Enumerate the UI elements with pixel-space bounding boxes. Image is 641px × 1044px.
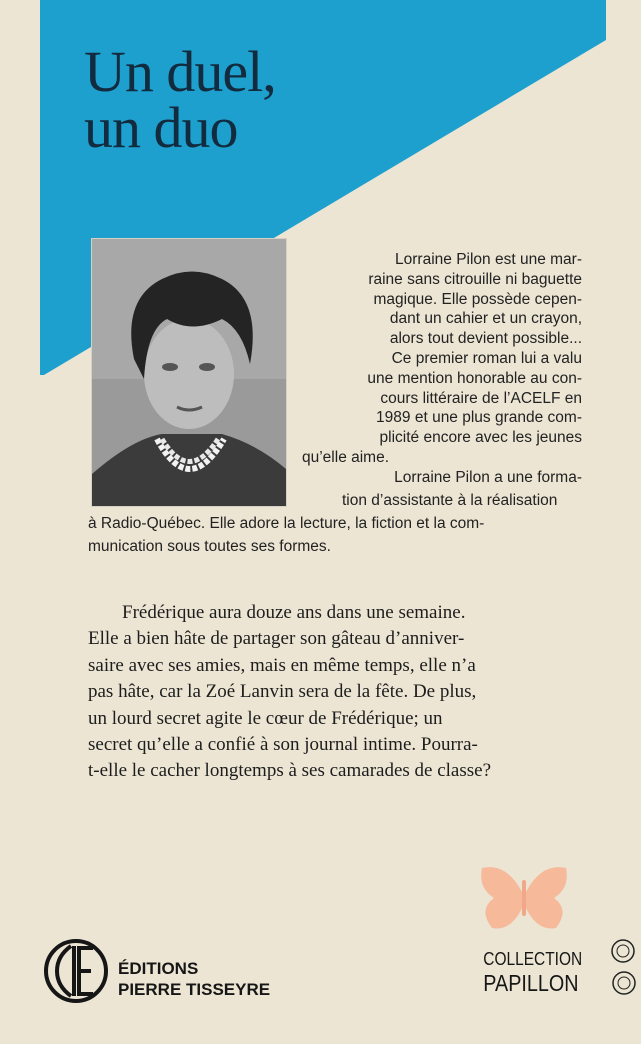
synopsis-line: pas hâte, car la Zoé Lanvin sera de la fête. De plus, bbox=[88, 681, 477, 703]
book-synopsis bbox=[88, 600, 588, 785]
author-bio bbox=[292, 250, 582, 488]
bio-line: dant un cahier et un crayon, bbox=[389, 310, 582, 328]
synopsis-line: un lourd secret agite le cœur de Frédérique; un bbox=[88, 707, 443, 729]
bio-line: cours littéraire de l’ACELF en bbox=[380, 389, 582, 407]
title-line-2: un duo bbox=[84, 95, 238, 160]
synopsis-line: Elle a bien hâte de partager son gâteau d’anniver- bbox=[88, 628, 465, 650]
bio-line: magique. Elle possède cepen- bbox=[373, 290, 582, 308]
bio-line: Lorraine Pilon a une forma- bbox=[394, 468, 582, 486]
book-title bbox=[84, 39, 276, 160]
bio-line: plicité encore avec les jeunes bbox=[379, 429, 582, 447]
bio-line: raine sans citrouille ni baguette bbox=[368, 270, 582, 288]
publisher-line-1: ÉDITIONS bbox=[118, 959, 199, 978]
bio-line: munication sous toutes ses formes. bbox=[88, 538, 331, 555]
butterfly-icon bbox=[478, 858, 570, 936]
ep-monogram-icon bbox=[43, 938, 109, 1004]
bio-line: qu’elle aime. bbox=[302, 448, 390, 466]
author-bio-continued bbox=[88, 489, 583, 558]
synopsis-line: Frédérique aura douze ans dans une semaine. bbox=[122, 602, 466, 623]
synopsis-line: secret qu’elle a confié à son journal intime. Pourra- bbox=[88, 734, 478, 756]
collection-series: PAPILLON bbox=[483, 970, 579, 996]
seal-icon bbox=[611, 970, 637, 996]
synopsis-line: t-elle le cacher longtemps à ses camarades de classe? bbox=[88, 760, 492, 782]
bio-line: alors tout devient possible... bbox=[389, 330, 582, 348]
title-line-1: Un duel, bbox=[84, 39, 276, 104]
publisher-line-2: PIERRE TISSEYRE bbox=[118, 980, 271, 999]
collection-name bbox=[476, 948, 583, 996]
bio-line: une mention honorable au con- bbox=[367, 369, 582, 387]
author-photo bbox=[91, 238, 287, 507]
bio-line: tion d’assistante à la réalisation bbox=[342, 492, 558, 509]
collection-label: COLLECTION bbox=[483, 949, 583, 969]
bio-line: à Radio-Québec. Elle adore la lecture, la fiction et la com- bbox=[88, 515, 485, 532]
seal-icon bbox=[610, 938, 636, 964]
bio-line: Lorraine Pilon est une mar- bbox=[395, 251, 582, 268]
synopsis-line: saire avec ses amies, mais en même temps, elle n’a bbox=[88, 654, 476, 676]
publisher-name bbox=[118, 958, 270, 1000]
bio-line: 1989 et une plus grande com- bbox=[376, 409, 582, 427]
bio-line: Ce premier roman lui a valu bbox=[391, 349, 582, 367]
